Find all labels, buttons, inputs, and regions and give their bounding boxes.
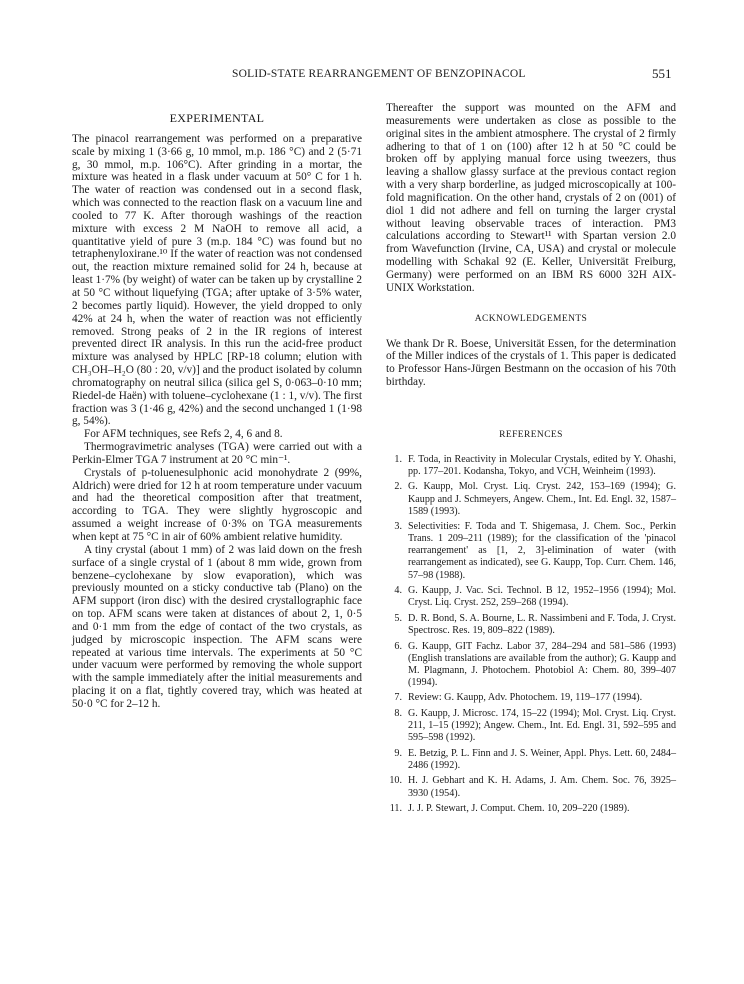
- reference-number: 5.: [394, 612, 402, 624]
- experimental-continuation: Thereafter the support was mounted on the AFM and measurements were undertaken as close as possible to the original sites in the ambient atmosphere. The crystal of 2 firmly adhering to that of 1 on (100) after 12 h at 50 °C could be broken off by applying manual force using tweezers, thus leaving a shallow glassy surface at the previous contact region with a very sharp borderline, as judged microscopically at 100-fold magnification. On the other hand, crystals of 2 on (001) of diol 1 did not adhere and fell on turning the larger crystal without leaving observable traces of interaction. PM3 calculations according to Stewart¹¹ with Spartan version 2.0 from Wavefunction (Irvine, CA, USA) and crystal or molecule modelling with Schakal 92 (E. Keller, Universität Freiburg, Germany) were performed on an IBM RS 6000 32H AIX-UNIX Workstation.: [386, 102, 676, 294]
- reference-item: [386, 708, 676, 744]
- reference-number: 1.: [394, 453, 402, 465]
- experimental-paragraph-1: The pinacol rearrangement was performed on a preparative scale by mixing 1 (3·66 g, 10 mmol, m.p. 186 °C) and 2 (5·71 g, 30 mmol, m.p. 106°C). After grinding in a mortar, the mixture was heated in a flask under vacuum at 50° C for 1 h. The water of reaction was condensed out in a second flask, which was connected to the reaction flask on a vacuum line and cooled to 77 K. After thorough washings of the reaction mixture with excess 2 M NaOH to remove all acid, a quantitative yield of pure 3 (m.p. 184 °C) was found but no tetraphenyloxirane.¹⁰ If the water of reaction was not condensed out, the reaction mixture remained solid for 24 h, because at least 1·7% (by weight) of water can be taken up by crystalline 2 at 50 °C without liquefying (TGA; after uptake of 3·5% water, 2 becomes partly liquid). However, the yield dropped to only 42% at 24 h, when the water of reaction was not efficiently removed. Strong peaks of 2 in the IR regions of interest prevented direct IR analysis. In this run the acid-free product mixture was analysed by HPLC [RP-18 column; elution with CH₃OH–H₂O (80 : 20, v/v)] and the product isolated by column chromatography on neutral silica (silica gel S, 0·063–0·10 mm; Riedel-de Haën) with toluene–cyclohexane (1 : 1, v/v). The first fraction was 3 (1·46 g, 42%) and the second unchanged 1 (1·98 g, 54%).: [72, 132, 362, 428]
- right-column: [386, 102, 676, 819]
- experimental-paragraph-2: For AFM techniques, see Refs 2, 4, 6 and 8.: [84, 428, 283, 441]
- reference-item: [386, 481, 676, 517]
- references-list: [386, 454, 676, 816]
- acknowledgements-text: We thank Dr R. Boese, Universität Essen, for the determination of the Miller indices of the crystals of 1. This paper is dedicated to Professor Hans-Jürgen Bestmann on the occasion of his 70th birthday.: [386, 337, 676, 389]
- reference-text: H. J. Gebhart and K. H. Adams, J. Am. Chem. Soc. 76, 3925–3930 (1954).: [408, 775, 676, 799]
- reference-text: G. Kaupp, J. Vac. Sci. Technol. B 12, 1952–1956 (1994); Mol. Cryst. Liq. Cryst. 252, 259–268 (1994).: [408, 585, 676, 609]
- reference-number: 6.: [394, 640, 402, 652]
- reference-item: [386, 613, 676, 637]
- reference-number: 11.: [389, 803, 402, 815]
- experimental-heading: EXPERIMENTAL: [169, 111, 265, 125]
- reference-item: [386, 692, 676, 704]
- reference-item: [386, 585, 676, 609]
- experimental-paragraph-4: Crystals of p-toluenesulphonic acid monohydrate 2 (99%, Aldrich) were dried for 12 h at room temperature under vacuum and had the theoretical composition after that treatment, according to TGA. They were slightly hygroscopic and assumed a weight increase of 0·3% on TGA measurements when kept at 75 °C in air of 60% ambient relative humidity.: [72, 466, 362, 543]
- running-header: SOLID-STATE REARRANGEMENT OF BENZOPINACOL: [232, 68, 526, 80]
- acknowledgements-heading: ACKNOWLEDGEMENTS: [474, 313, 588, 324]
- reference-item: [386, 775, 676, 799]
- reference-text: J. J. P. Stewart, J. Comput. Chem. 10, 209–220 (1989).: [408, 803, 630, 815]
- reference-number: 8.: [394, 708, 402, 719]
- reference-item: [386, 748, 676, 772]
- experimental-paragraph-3: Thermogravimetric analyses (TGA) were carried out with a Perkin-Elmer TGA 7 instrument at 20 °C min⁻¹.: [72, 441, 362, 466]
- reference-number: 2.: [394, 481, 402, 493]
- reference-text: F. Toda, in Reactivity in Molecular Crystals, edited by Y. Ohashi, pp. 177–201. Kodansha, Tokyo, and VCH, Weinheim (1993).: [408, 453, 676, 477]
- references-heading: REFERENCES: [499, 429, 563, 440]
- reference-number: 3.: [394, 521, 402, 533]
- left-column: [72, 112, 362, 711]
- page-number: 551: [652, 66, 672, 81]
- reference-number: 7.: [394, 692, 402, 704]
- reference-number: 4.: [394, 585, 402, 597]
- reference-text: Review: G. Kaupp, Adv. Photochem. 19, 119–177 (1994).: [408, 692, 643, 704]
- reference-item: [386, 521, 676, 581]
- reference-text: E. Betzig, P. L. Finn and J. S. Weiner, Appl. Phys. Lett. 60, 2484–2486 (1992).: [408, 747, 676, 771]
- reference-text: D. R. Bond, S. A. Bourne, L. R. Nassimbeni and F. Toda, J. Cryst. Spectrosc. Res. 19, 809–822 (1989).: [408, 612, 676, 636]
- reference-item: [386, 454, 676, 478]
- reference-number: 9.: [394, 747, 402, 759]
- reference-item: [386, 641, 676, 689]
- experimental-paragraph-5: A tiny crystal (about 1 mm) of 2 was laid down on the fresh surface of a single crystal of 1 (about 8 mm wide, grown from benzene–cyclohexane by slow evaporation), which was previously mounted on a sticky conductive tab (Plano) on the AFM support (iron disc) with the desired crystallographic face on top. AFM scans were taken at distances of about 2, 1, 0·5 and 0·1 mm from the edge of contact of the two crystals, as judged by microscopic inspection. The AFM scans were repeated at various time intervals. The experiments at 50 °C under vacuum were performed by removing the whole support with the sample immediately after the initial measurements and placing it on a flat, tightly covered tray, which was heated at 50·0 °C for 2–12 h.: [72, 543, 362, 710]
- reference-text: Selectivities: F. Toda and T. Shigemasa, J. Chem. Soc., Perkin Trans. 1 209–211 (1989); for the classification of the 'pinacol rearrangement' as [1, 2, 3]-elimination of water (with rearrangement as indicated), see G. Kaupp, Top. Curr. Chem. 146, 57–98 (1988).: [408, 521, 676, 581]
- reference-number: 10.: [389, 775, 402, 787]
- reference-text: G. Kaupp, GIT Fachz. Labor 37, 284–294 and 581–586 (1993) (English translations are available from the author); G. Kaupp and M. Plagmann, J. Photochem. Photobiol A: Chem. 80, 399–407 (1994).: [408, 640, 676, 688]
- reference-text: G. Kaupp, J. Microsc. 174, 15–22 (1994); Mol. Cryst. Liq. Cryst. 211, 1–15 (1992); Angew. Chem., Int. Ed. Engl. 31, 592–595 and 595–598 (1992).: [408, 708, 676, 744]
- reference-text: G. Kaupp, Mol. Cryst. Liq. Cryst. 242, 153–169 (1994); G. Kaupp and J. Schmeyers, Angew. Chem., Int. Ed. Engl. 32, 1587–1589 (1993).: [408, 481, 676, 517]
- reference-item: [386, 803, 676, 815]
